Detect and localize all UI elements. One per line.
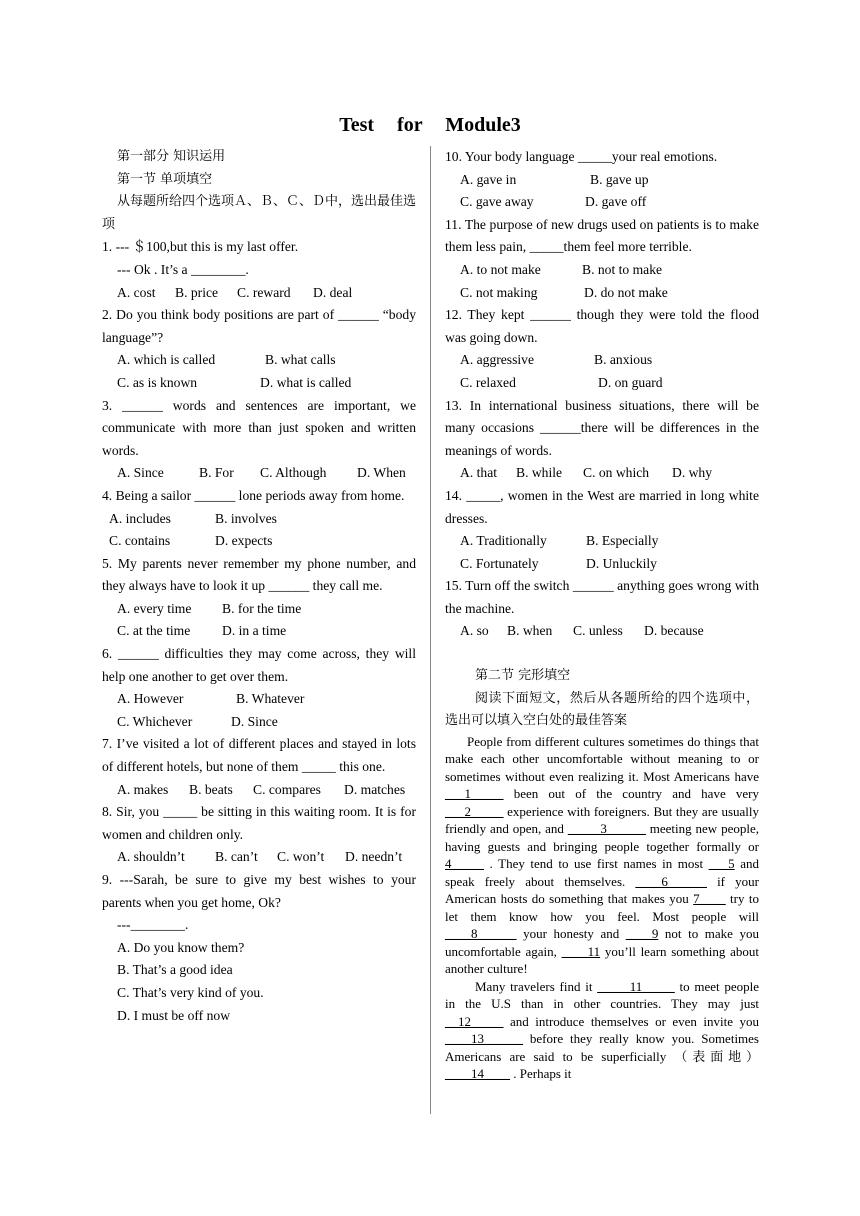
option[interactable]: B. for the time <box>222 600 302 616</box>
option[interactable]: B. while <box>516 465 563 481</box>
option[interactable]: D. I must be off now <box>117 1007 231 1023</box>
instruction: 从每题所给四个选项Ａ、Ｂ、Ｃ、Ｄ中，选出最佳选项 <box>102 194 417 232</box>
blank-10: ____11 <box>561 943 601 959</box>
option[interactable]: B. For <box>199 465 234 481</box>
option[interactable]: C. reward <box>237 284 291 300</box>
question-4-options-row1 <box>102 508 416 531</box>
blank-3: _____3______ <box>567 821 646 837</box>
question-11-options-row2 <box>445 282 759 305</box>
question-4: 4. Being a sailor ______ lone periods away from home. <box>102 487 405 503</box>
question-7: 7. I’ve visited a lot of different places and stayed in lots of different hotels, but none of them _____ this one. <box>102 736 416 775</box>
page-title: Test for Module3 <box>339 114 521 136</box>
question-6-options-row1 <box>102 688 416 711</box>
option[interactable]: C. That’s very kind of you. <box>117 984 264 1000</box>
option[interactable]: C. on which <box>583 465 650 481</box>
question-9-reply: ---________. <box>117 917 189 933</box>
option[interactable]: B. what calls <box>265 352 336 368</box>
question-5-options-row1 <box>102 598 416 621</box>
option[interactable]: A. aggressive <box>460 352 534 368</box>
option[interactable]: C. won’t <box>277 849 325 865</box>
section-2-heading: 第二节 完形填空 <box>475 668 571 684</box>
option[interactable]: D. When <box>357 465 406 481</box>
option[interactable]: C. Whichever <box>117 713 193 729</box>
left-column <box>102 146 416 1027</box>
right-column <box>445 146 759 1083</box>
option[interactable]: A. Do you know them? <box>117 939 245 955</box>
option[interactable]: D. in a time <box>222 623 287 639</box>
column-divider <box>430 146 431 1114</box>
option[interactable]: D. on guard <box>598 374 663 390</box>
blank-5: ___5 <box>708 856 735 872</box>
blank-1: ___1_____ <box>445 786 504 802</box>
cloze-passage-paragraph-2: Many travelers find it _____11_____ to meet people in the U.S than in other countries. They may just __12_____ and introduce themselves or even invite you ____13______ before they really know you. Sometimes Americans are said to be superficially （表面地）____14____ . Perhaps it <box>445 978 760 1082</box>
option[interactable]: B. That’s a good idea <box>117 962 233 978</box>
option[interactable]: D. expects <box>215 533 273 549</box>
question-2-options-row1 <box>102 349 416 372</box>
option[interactable]: D. Unluckily <box>586 555 657 571</box>
question-11: 11. The purpose of new drugs used on patients is to make them less pain, _____them feel more terrible. <box>445 216 759 255</box>
blank-14: ____14____ <box>445 1066 510 1082</box>
question-5: 5. My parents never remember my phone number, and they always have to look it up ______ they call me. <box>102 555 416 594</box>
question-11-options-row1 <box>445 259 759 282</box>
option[interactable]: A. cost <box>117 284 156 300</box>
option[interactable]: B. Especially <box>586 533 659 549</box>
option[interactable]: C. at the time <box>117 623 191 639</box>
option[interactable]: A. gave in <box>460 171 517 187</box>
question-8: 8. Sir, you _____ be sitting in this waiting room. It is for women and children only. <box>102 804 416 842</box>
cloze-passage-paragraph-1: People from different cultures sometimes do things that make each other uncomfortable without meaning to or sometimes without even realizing it. Most Americans have ___1_____ been out of the country and have very ___2_____ experience with foreigners. But they are usually friendly and open, and _____3______ meeting new people, having guests and bringing people together formally or 4_____ . They tend to use first names in most ___5 and speak freely about themselves. ____6______ if your American hosts do something that makes you 7____ try to let them know how you feel. Most people will ____8______ your honesty and ____9 not to make you uncomfortable again, ____11 you’ll learn something about another culture! <box>445 733 759 977</box>
option[interactable]: C. Fortunately <box>460 555 539 571</box>
option[interactable]: A. makes <box>117 781 169 797</box>
option[interactable]: B. anxious <box>594 352 653 368</box>
question-12-options-row2 <box>445 372 759 395</box>
option[interactable]: C. gave away <box>460 194 534 210</box>
question-3: 3. ______ words and sentences are important, we communicate with more than just spoken and written words. <box>102 397 416 458</box>
question-12-options-row1 <box>445 349 759 372</box>
option[interactable]: A. However <box>117 691 184 707</box>
question-14-options-row1 <box>445 530 759 553</box>
blank-6: ____6______ <box>635 873 707 889</box>
blank-11: _____11_____ <box>597 978 675 994</box>
question-6: 6. ______ difficulties they may come across, they will help one another to get over them. <box>102 646 416 684</box>
option[interactable]: D. Since <box>231 713 278 729</box>
option[interactable]: A. so <box>460 623 489 639</box>
question-5-options-row2 <box>102 620 416 643</box>
option[interactable]: A. Traditionally <box>460 533 547 549</box>
question-1-options <box>102 282 416 305</box>
option[interactable]: C. unless <box>573 623 623 639</box>
option[interactable]: B. not to make <box>582 261 663 277</box>
question-4-options-row2 <box>102 530 416 553</box>
option[interactable]: A. that <box>460 465 497 481</box>
blank-2: ___2_____ <box>445 803 504 819</box>
question-8-options <box>102 846 416 869</box>
option[interactable]: D. gave off <box>585 194 647 210</box>
question-15: 15. Turn off the switch ______ anything goes wrong with the machine. <box>445 578 759 616</box>
section-heading: 第一节 单项填空 <box>117 171 213 187</box>
option[interactable]: D. deal <box>313 284 353 300</box>
option[interactable]: D. because <box>644 623 704 639</box>
question-1-reply: --- Ok . It’s a ________. <box>117 261 249 277</box>
question-13-options <box>445 462 759 485</box>
question-10-options-row1 <box>445 169 759 192</box>
option[interactable]: D. matches <box>344 781 406 797</box>
option[interactable]: A. shouldn’t <box>117 849 185 865</box>
option[interactable]: B. Whatever <box>236 691 305 707</box>
option[interactable]: C. as is known <box>117 374 198 390</box>
option[interactable]: B. involves <box>215 510 277 526</box>
option[interactable]: C. relaxed <box>460 374 516 390</box>
option[interactable]: B. gave up <box>590 171 649 187</box>
blank-7: 7____ <box>693 891 726 907</box>
option[interactable]: D. needn’t <box>345 849 403 865</box>
question-13: 13. In international business situations, there will be many occasions ______there will be differences in the meanings of words. <box>445 397 759 458</box>
question-7-options <box>102 779 416 802</box>
option[interactable]: C. contains <box>109 533 171 549</box>
question-3-options <box>102 462 416 485</box>
question-1: 1. --- ＄100,but this is my last offer. <box>102 239 299 255</box>
option[interactable]: C. compares <box>253 781 321 797</box>
option[interactable]: B. price <box>175 284 219 300</box>
option[interactable]: A. to not make <box>460 261 541 277</box>
question-14: 14. _____, women in the West are married in long white dresses. <box>445 487 759 526</box>
question-2-options-row2 <box>102 372 416 395</box>
question-2: 2. Do you think body positions are part of ______ “body language”? <box>102 307 416 345</box>
spacer <box>445 643 759 665</box>
question-10-options-row2 <box>445 191 759 214</box>
option[interactable]: D. what is called <box>260 374 352 390</box>
option[interactable]: A. which is called <box>117 352 216 368</box>
question-12: 12. They kept ______ though they were told the flood was going down. <box>445 307 759 345</box>
blank-8: ____8______ <box>445 926 517 942</box>
option[interactable]: D. why <box>672 465 713 481</box>
option[interactable]: B. when <box>507 623 553 639</box>
question-6-options-row2 <box>102 711 416 734</box>
option[interactable]: A. every time <box>117 600 192 616</box>
cloze-instruction: 阅读下面短文，然后从各题所给的四个选项中，选出可以填入空白处的最佳答案 <box>445 690 759 729</box>
part-heading: 第一部分 知识运用 <box>117 149 226 164</box>
option[interactable]: B. beats <box>189 781 233 797</box>
option[interactable]: A. includes <box>109 510 171 526</box>
blank-12: __12_____ <box>445 1013 504 1029</box>
option[interactable]: C. Although <box>260 465 327 481</box>
question-14-options-row2 <box>445 553 759 576</box>
option[interactable]: B. can’t <box>215 849 258 865</box>
option[interactable]: C. not making <box>460 284 538 300</box>
option[interactable]: D. do not make <box>584 284 668 300</box>
option[interactable]: A. Since <box>117 465 164 481</box>
blank-13: ____13______ <box>445 1031 523 1047</box>
question-10: 10. Your body language _____your real emotions. <box>445 149 718 164</box>
question-9: 9. ---Sarah, be sure to give my best wishes to your parents when you get home, Ok? <box>102 872 416 910</box>
question-15-options <box>445 620 759 643</box>
blank-4: 4_____ <box>445 856 484 872</box>
blank-9: ____9 <box>625 926 659 942</box>
